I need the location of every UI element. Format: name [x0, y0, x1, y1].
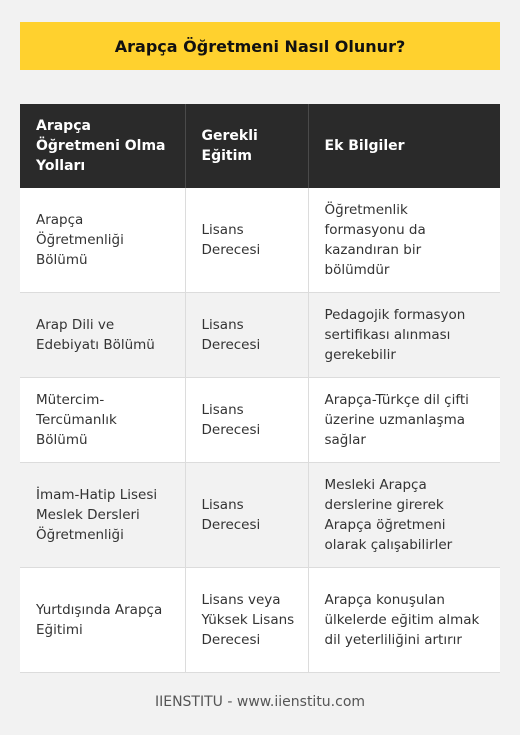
cell-path: İmam-Hatip Lisesi Meslek Dersleri Öğretmenliği	[20, 463, 185, 568]
cell-path: Arapça Öğretmenliği Bölümü	[20, 188, 185, 293]
column-header-education: Gerekli Eğitim	[185, 104, 308, 188]
cell-info: Pedagojik formasyon sertifikası alınması gerekebilir	[308, 293, 500, 378]
cell-info: Öğretmenlik formasyonu da kazandıran bir bölümdür	[308, 188, 500, 293]
cell-info: Mesleki Arapça derslerine girerek Arapça öğretmeni olarak çalışabilirler	[308, 463, 500, 568]
cell-info: Arapça konuşulan ülkelerde eğitim almak dil yeterliliğini artırır	[308, 568, 500, 673]
comparison-table	[20, 104, 500, 673]
table-row	[20, 568, 500, 673]
page-title: Arapça Öğretmeni Nasıl Olunur?	[20, 22, 500, 70]
cell-education: Lisans Derecesi	[185, 293, 308, 378]
table-header-row	[20, 104, 500, 188]
table-row	[20, 188, 500, 293]
cell-info: Arapça-Türkçe dil çifti üzerine uzmanlaşma sağlar	[308, 378, 500, 463]
cell-path: Yurtdışında Arapça Eğitimi	[20, 568, 185, 673]
table-row	[20, 463, 500, 568]
footer-credit: IIENSTITU - www.iienstitu.com	[154, 694, 366, 710]
column-header-paths: Arapça Öğretmeni Olma Yolları	[20, 104, 185, 188]
cell-education: Lisans Derecesi	[185, 188, 308, 293]
table-row	[20, 293, 500, 378]
cell-education: Lisans Derecesi	[185, 378, 308, 463]
column-header-info: Ek Bilgiler	[308, 104, 500, 188]
cell-education: Lisans veya Yüksek Lisans Derecesi	[185, 568, 308, 673]
cell-path: Mütercim-Tercümanlık Bölümü	[20, 378, 185, 463]
table-row	[20, 378, 500, 463]
cell-path: Arap Dili ve Edebiyatı Bölümü	[20, 293, 185, 378]
cell-education: Lisans Derecesi	[185, 463, 308, 568]
